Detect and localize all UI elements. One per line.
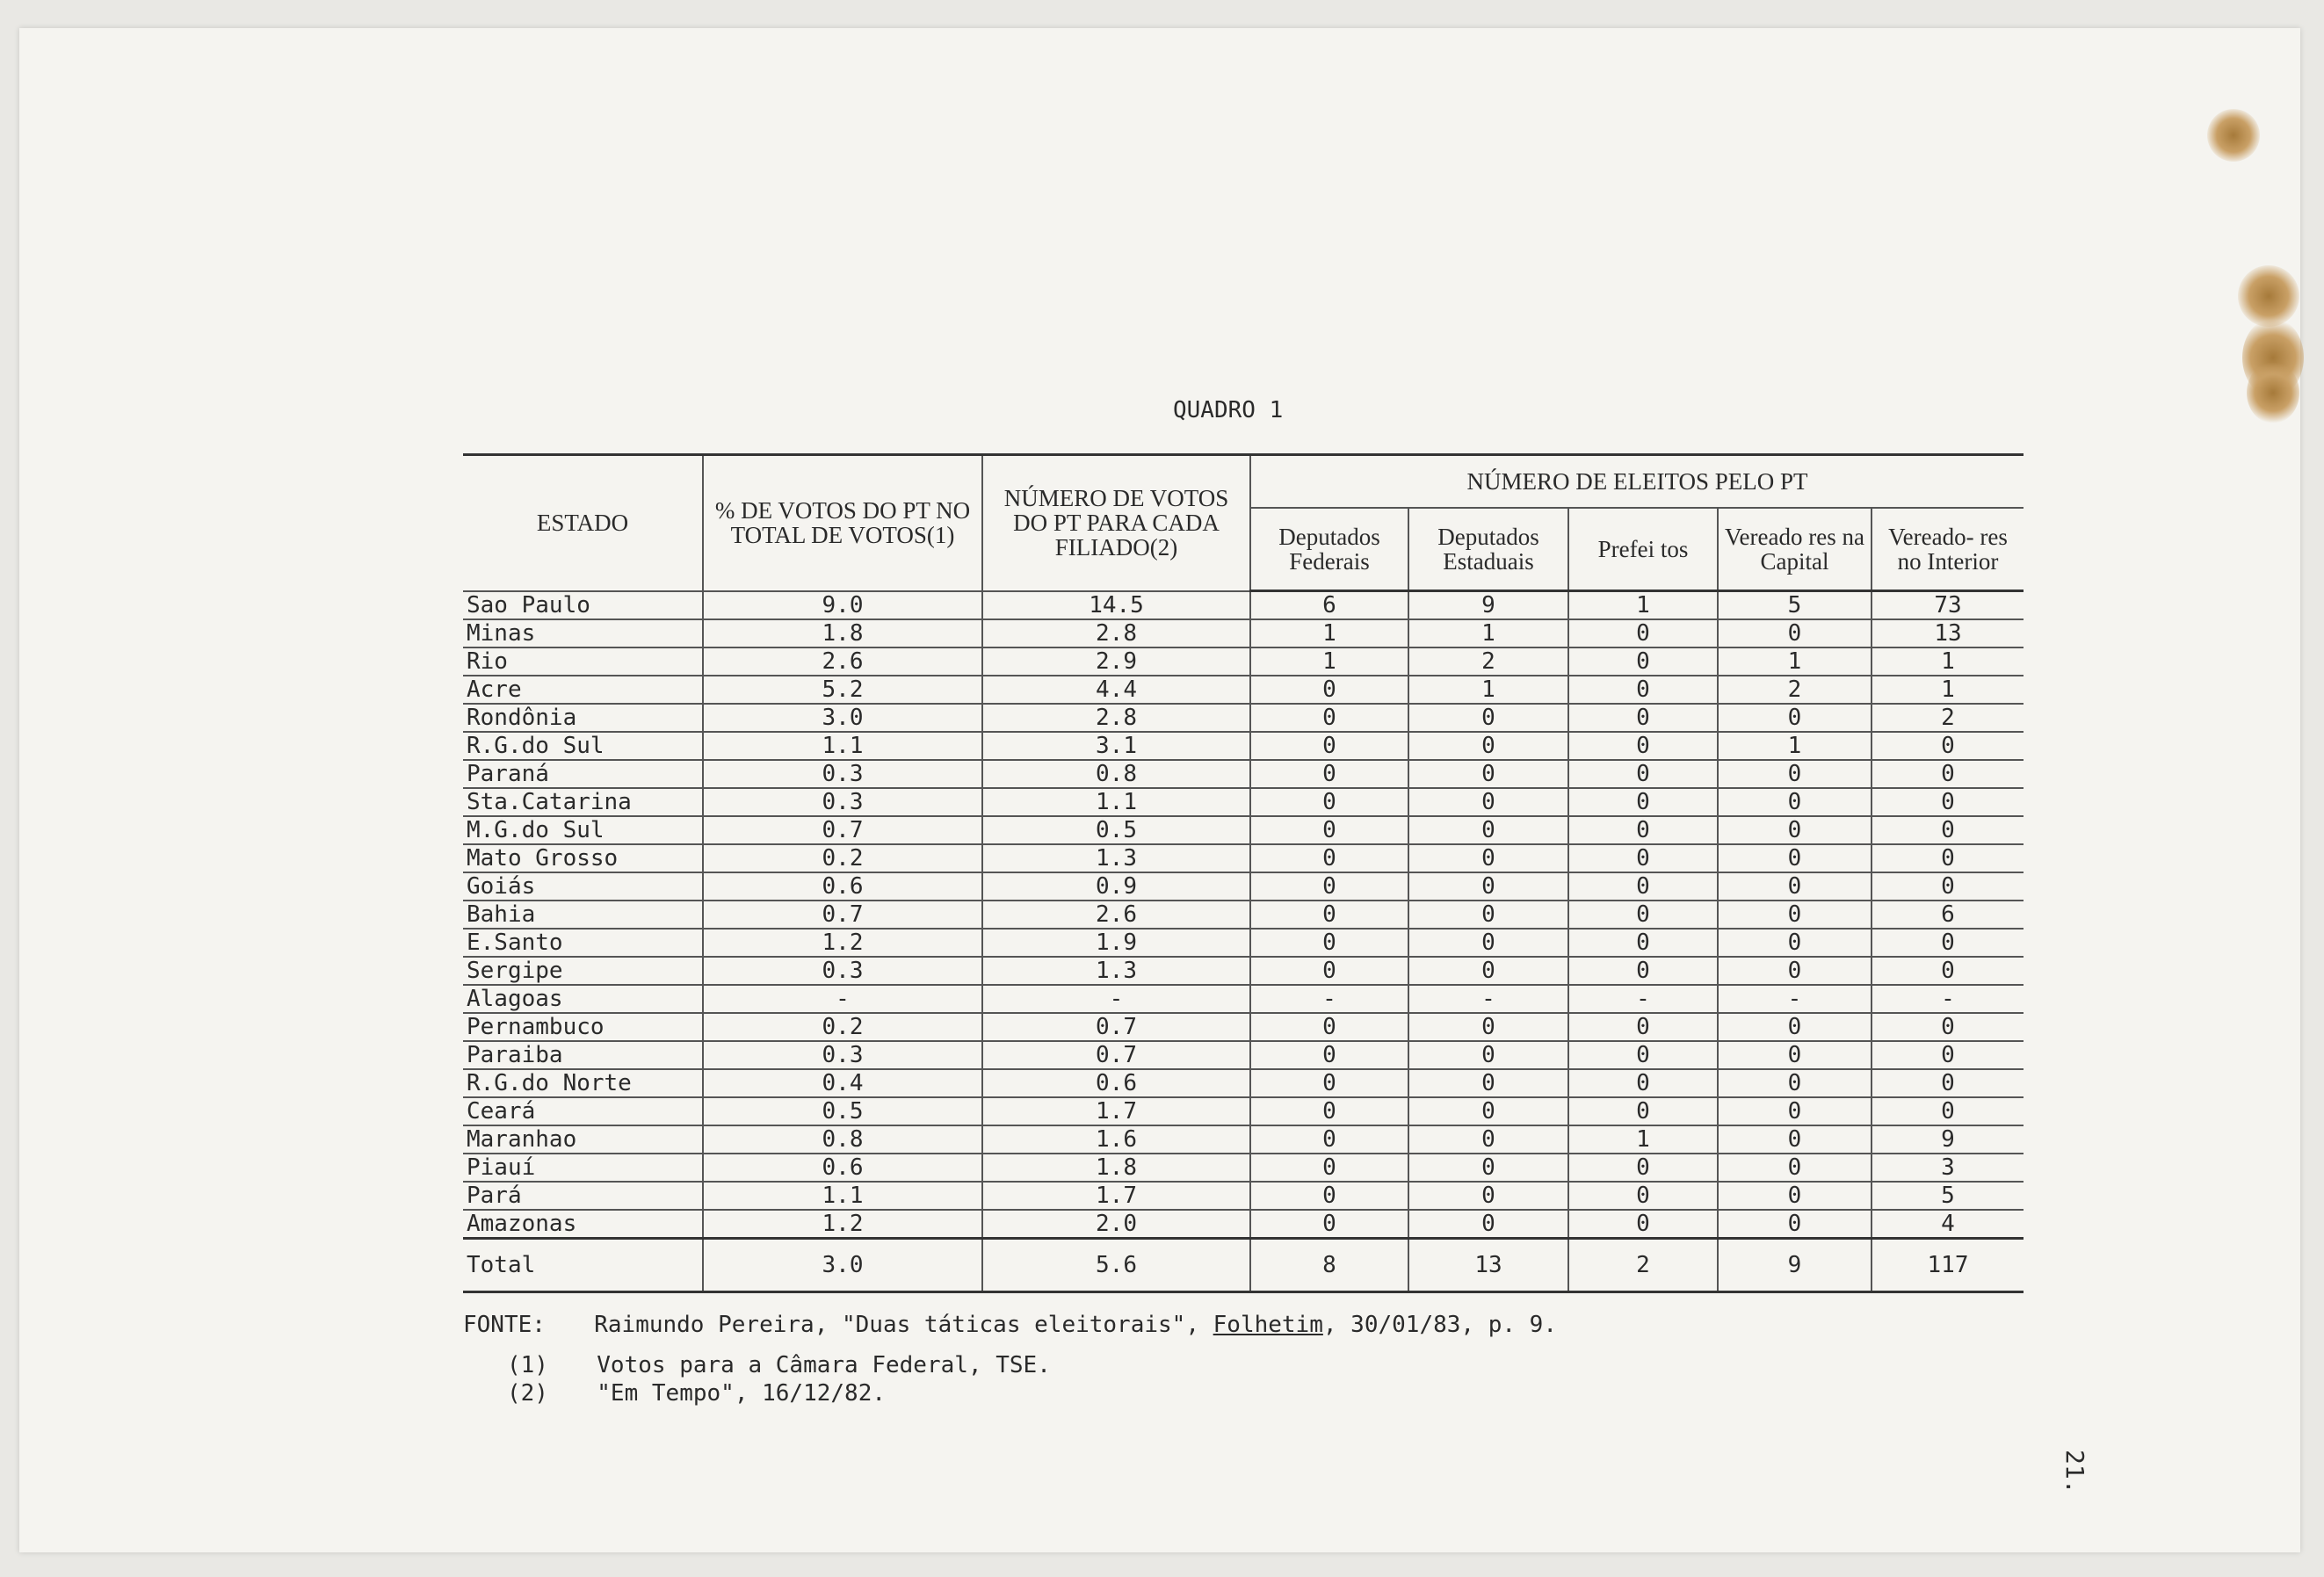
cell-votos-filiado: 0.6 [982,1069,1250,1097]
cell-prefeitos: 0 [1568,676,1718,704]
cell-ver-interior: 73 [1872,591,2024,620]
cell-dep-estaduais: 0 [1408,732,1568,760]
cell-ver-capital: 1 [1718,647,1872,676]
cell-pct-votos: 0.4 [703,1069,982,1097]
cell-dep-federais: 0 [1250,1182,1408,1210]
cell-ver-capital: 0 [1718,1013,1872,1041]
cell-ver-capital: 5 [1718,591,1872,620]
cell-votos-filiado: 4.4 [982,676,1250,704]
cell-pct-votos: 2.6 [703,647,982,676]
cell-prefeitos: 0 [1568,816,1718,844]
cell-dep-estaduais: 0 [1408,1013,1568,1041]
cell-state: Pernambuco [463,1013,703,1041]
table-row [463,647,2024,676]
cell-state: Sao Paulo [463,591,703,620]
cell-prefeitos: 0 [1568,760,1718,788]
cell-pct-votos: 1.2 [703,1210,982,1239]
cell-votos-filiado: 1.3 [982,957,1250,985]
cell-dep-federais: 0 [1250,676,1408,704]
cell-dep-federais: 0 [1250,704,1408,732]
cell-prefeitos: 0 [1568,704,1718,732]
source-publication: Folhetim [1213,1312,1323,1338]
cell-prefeitos: 1 [1568,1125,1718,1154]
header-votos-filiado: NÚMERO DE VOTOS DO PT PARA CADA FILIADO(2) [982,455,1250,591]
cell-dep-federais: 0 [1250,816,1408,844]
table-row [463,1210,2024,1239]
table-row [463,619,2024,647]
cell-dep-estaduais: 1 [1408,619,1568,647]
cell-ver-interior: 0 [1872,844,2024,872]
cell-ver-capital: 0 [1718,872,1872,901]
cell-votos-filiado: 2.8 [982,704,1250,732]
note-1 [463,1351,1557,1379]
cell-ver-interior: 9 [1872,1125,2024,1154]
page-number: 21. [2060,1450,2089,1494]
cell-dep-federais: 0 [1250,1041,1408,1069]
cell-prefeitos: 0 [1568,844,1718,872]
cell-ver-interior: 117 [1872,1239,2024,1292]
cell-dep-estaduais: 13 [1408,1239,1568,1292]
cell-pct-votos: 1.1 [703,732,982,760]
cell-state: Bahia [463,901,703,929]
cell-ver-interior: 0 [1872,788,2024,816]
cell-dep-estaduais: 0 [1408,704,1568,732]
cell-prefeitos: 0 [1568,929,1718,957]
cell-votos-filiado: 1.8 [982,1154,1250,1182]
cell-dep-estaduais: 0 [1408,901,1568,929]
cell-pct-votos: 1.8 [703,619,982,647]
cell-pct-votos: 0.3 [703,760,982,788]
cell-dep-estaduais: 9 [1408,591,1568,620]
cell-votos-filiado: 1.7 [982,1097,1250,1125]
cell-ver-interior: 1 [1872,647,2024,676]
cell-ver-interior: 13 [1872,619,2024,647]
cell-dep-federais: 0 [1250,1013,1408,1041]
cell-votos-filiado: 3.1 [982,732,1250,760]
cell-ver-capital: 0 [1718,760,1872,788]
table-row [463,872,2024,901]
cell-state: Acre [463,676,703,704]
cell-dep-federais: 1 [1250,647,1408,676]
cell-votos-filiado: - [982,985,1250,1013]
cell-dep-federais: 6 [1250,591,1408,620]
cell-state: Sergipe [463,957,703,985]
cell-ver-interior: 0 [1872,732,2024,760]
cell-prefeitos: 0 [1568,872,1718,901]
cell-prefeitos: 0 [1568,788,1718,816]
header-estado: ESTADO [463,455,703,591]
header-ver-interior: Vereado- res no Interior [1872,508,2024,591]
cell-prefeitos: 0 [1568,732,1718,760]
cell-votos-filiado: 0.7 [982,1013,1250,1041]
source-text: Raimundo Pereira, "Duas táticas eleitorais", [594,1312,1199,1338]
note-2-number: (2) [507,1380,548,1407]
cell-ver-interior: 0 [1872,1041,2024,1069]
cell-ver-interior: 0 [1872,760,2024,788]
rust-stain [2247,362,2299,423]
cell-dep-estaduais: 0 [1408,816,1568,844]
cell-dep-estaduais: - [1408,985,1568,1013]
cell-state: Ceará [463,1097,703,1125]
table-row [463,676,2024,704]
cell-ver-interior: 0 [1872,816,2024,844]
cell-pct-votos: 0.6 [703,1154,982,1182]
cell-votos-filiado: 0.9 [982,872,1250,901]
cell-ver-interior: 0 [1872,872,2024,901]
header-prefeitos: Prefei tos [1568,508,1718,591]
table-row [463,1097,2024,1125]
table-row [463,591,2024,620]
cell-prefeitos: 0 [1568,901,1718,929]
cell-ver-capital: - [1718,985,1872,1013]
cell-ver-capital: 1 [1718,732,1872,760]
cell-votos-filiado: 1.7 [982,1182,1250,1210]
cell-prefeitos: - [1568,985,1718,1013]
cell-dep-federais: 0 [1250,872,1408,901]
cell-pct-votos: 0.2 [703,844,982,872]
table-row [463,1013,2024,1041]
cell-ver-interior: 0 [1872,1013,2024,1041]
cell-ver-interior: 5 [1872,1182,2024,1210]
cell-pct-votos: 3.0 [703,1239,982,1292]
cell-prefeitos: 0 [1568,1069,1718,1097]
cell-dep-estaduais: 0 [1408,872,1568,901]
cell-ver-interior: - [1872,985,2024,1013]
cell-ver-capital: 0 [1718,844,1872,872]
table-row [463,1125,2024,1154]
rust-stain [2207,109,2260,162]
cell-votos-filiado: 2.9 [982,647,1250,676]
cell-votos-filiado: 1.9 [982,929,1250,957]
cell-state: Total [463,1239,703,1292]
cell-prefeitos: 0 [1568,1097,1718,1125]
cell-ver-capital: 0 [1718,619,1872,647]
table-row [463,957,2024,985]
table-row [463,929,2024,957]
cell-pct-votos: 0.5 [703,1097,982,1125]
source-date: , 30/01/83, p. 9. [1322,1312,1557,1338]
cell-ver-interior: 6 [1872,901,2024,929]
table-row [463,1041,2024,1069]
note-2-text: "Em Tempo", 16/12/82. [597,1380,887,1407]
cell-state: Rondônia [463,704,703,732]
cell-state: Pará [463,1182,703,1210]
table-row [463,788,2024,816]
cell-dep-estaduais: 0 [1408,929,1568,957]
cell-prefeitos: 0 [1568,1013,1718,1041]
table-row [463,985,2024,1013]
table-row [463,901,2024,929]
cell-state: Paraná [463,760,703,788]
cell-ver-interior: 0 [1872,1069,2024,1097]
cell-dep-federais: 0 [1250,957,1408,985]
table-title: QUADRO 1 [1173,397,1284,423]
cell-ver-capital: 0 [1718,1125,1872,1154]
cell-pct-votos: 0.2 [703,1013,982,1041]
cell-state: M.G.do Sul [463,816,703,844]
cell-dep-estaduais: 1 [1408,676,1568,704]
cell-dep-estaduais: 0 [1408,1097,1568,1125]
cell-dep-estaduais: 0 [1408,1069,1568,1097]
cell-state: Minas [463,619,703,647]
cell-ver-capital: 0 [1718,929,1872,957]
cell-dep-federais: 0 [1250,760,1408,788]
source-line [463,1311,1557,1339]
cell-pct-votos: - [703,985,982,1013]
cell-votos-filiado: 2.6 [982,901,1250,929]
cell-dep-federais: 0 [1250,1125,1408,1154]
cell-dep-federais: - [1250,985,1408,1013]
cell-dep-estaduais: 0 [1408,1041,1568,1069]
cell-pct-votos: 5.2 [703,676,982,704]
cell-votos-filiado: 0.5 [982,816,1250,844]
cell-ver-capital: 0 [1718,1069,1872,1097]
cell-ver-capital: 0 [1718,901,1872,929]
note-1-number: (1) [507,1352,548,1378]
cell-dep-federais: 0 [1250,929,1408,957]
cell-pct-votos: 1.2 [703,929,982,957]
cell-prefeitos: 0 [1568,1210,1718,1239]
cell-dep-estaduais: 0 [1408,1182,1568,1210]
cell-pct-votos: 9.0 [703,591,982,620]
table-row [463,1069,2024,1097]
cell-dep-federais: 1 [1250,619,1408,647]
cell-ver-interior: 0 [1872,1097,2024,1125]
cell-prefeitos: 1 [1568,591,1718,620]
cell-ver-capital: 0 [1718,1154,1872,1182]
table-row [463,1154,2024,1182]
cell-ver-capital: 0 [1718,816,1872,844]
cell-pct-votos: 0.8 [703,1125,982,1154]
source-label: FONTE: [463,1312,546,1338]
table-row [463,760,2024,788]
cell-dep-federais: 0 [1250,732,1408,760]
cell-dep-estaduais: 0 [1408,788,1568,816]
header-eleitos-group: NÚMERO DE ELEITOS PELO PT [1250,455,2024,509]
cell-dep-federais: 0 [1250,788,1408,816]
cell-ver-capital: 0 [1718,704,1872,732]
cell-prefeitos: 0 [1568,1182,1718,1210]
cell-ver-capital: 0 [1718,957,1872,985]
cell-dep-estaduais: 0 [1408,1154,1568,1182]
header-pct-votos: % DE VOTOS DO PT NO TOTAL DE VOTOS(1) [703,455,982,591]
cell-ver-interior: 0 [1872,957,2024,985]
cell-state: R.G.do Norte [463,1069,703,1097]
cell-pct-votos: 0.3 [703,788,982,816]
cell-state: Sta.Catarina [463,788,703,816]
table-row [463,732,2024,760]
cell-pct-votos: 0.3 [703,957,982,985]
cell-pct-votos: 3.0 [703,704,982,732]
cell-prefeitos: 0 [1568,1041,1718,1069]
table-row [463,816,2024,844]
cell-votos-filiado: 5.6 [982,1239,1250,1292]
cell-state: Piauí [463,1154,703,1182]
cell-prefeitos: 0 [1568,619,1718,647]
table-row [463,704,2024,732]
cell-dep-estaduais: 0 [1408,1210,1568,1239]
cell-ver-capital: 9 [1718,1239,1872,1292]
cell-state: Mato Grosso [463,844,703,872]
note-1-text: Votos para a Câmara Federal, TSE. [597,1352,1051,1378]
cell-ver-interior: 4 [1872,1210,2024,1239]
header-ver-capital: Vereado res na Capital [1718,508,1872,591]
cell-dep-estaduais: 2 [1408,647,1568,676]
cell-dep-estaduais: 0 [1408,760,1568,788]
cell-dep-federais: 0 [1250,1069,1408,1097]
cell-state: Maranhao [463,1125,703,1154]
table-row [463,844,2024,872]
election-table [463,453,2024,1293]
cell-state: E.Santo [463,929,703,957]
note-2 [463,1379,1557,1407]
cell-pct-votos: 0.3 [703,1041,982,1069]
cell-ver-interior: 3 [1872,1154,2024,1182]
cell-state: Rio [463,647,703,676]
table-row [463,1182,2024,1210]
cell-ver-capital: 2 [1718,676,1872,704]
cell-pct-votos: 0.7 [703,816,982,844]
table-body [463,591,2024,1292]
cell-prefeitos: 0 [1568,1154,1718,1182]
cell-ver-interior: 0 [1872,929,2024,957]
cell-state: Amazonas [463,1210,703,1239]
cell-pct-votos: 1.1 [703,1182,982,1210]
cell-ver-capital: 0 [1718,1210,1872,1239]
total-row [463,1239,2024,1292]
cell-prefeitos: 0 [1568,647,1718,676]
cell-prefeitos: 2 [1568,1239,1718,1292]
cell-ver-capital: 0 [1718,1097,1872,1125]
cell-ver-capital: 0 [1718,1182,1872,1210]
cell-ver-capital: 0 [1718,1041,1872,1069]
cell-pct-votos: 0.6 [703,872,982,901]
cell-dep-federais: 0 [1250,901,1408,929]
header-dep-federais: Deputados Federais [1250,508,1408,591]
cell-votos-filiado: 0.8 [982,760,1250,788]
cell-votos-filiado: 14.5 [982,591,1250,620]
cell-votos-filiado: 1.3 [982,844,1250,872]
cell-dep-federais: 0 [1250,1154,1408,1182]
cell-dep-federais: 0 [1250,844,1408,872]
cell-ver-interior: 2 [1872,704,2024,732]
cell-votos-filiado: 1.1 [982,788,1250,816]
cell-state: Paraiba [463,1041,703,1069]
cell-votos-filiado: 2.0 [982,1210,1250,1239]
cell-state: R.G.do Sul [463,732,703,760]
cell-dep-estaduais: 0 [1408,1125,1568,1154]
cell-pct-votos: 0.7 [703,901,982,929]
cell-state: Goiás [463,872,703,901]
cell-votos-filiado: 2.8 [982,619,1250,647]
cell-dep-estaduais: 0 [1408,844,1568,872]
cell-dep-federais: 8 [1250,1239,1408,1292]
cell-votos-filiado: 0.7 [982,1041,1250,1069]
cell-dep-federais: 0 [1250,1097,1408,1125]
header-dep-estaduais: Deputados Estaduais [1408,508,1568,591]
cell-ver-capital: 0 [1718,788,1872,816]
cell-dep-estaduais: 0 [1408,957,1568,985]
cell-ver-interior: 1 [1872,676,2024,704]
cell-votos-filiado: 1.6 [982,1125,1250,1154]
cell-state: Alagoas [463,985,703,1013]
cell-prefeitos: 0 [1568,957,1718,985]
footnotes [463,1311,1557,1407]
cell-dep-federais: 0 [1250,1210,1408,1239]
